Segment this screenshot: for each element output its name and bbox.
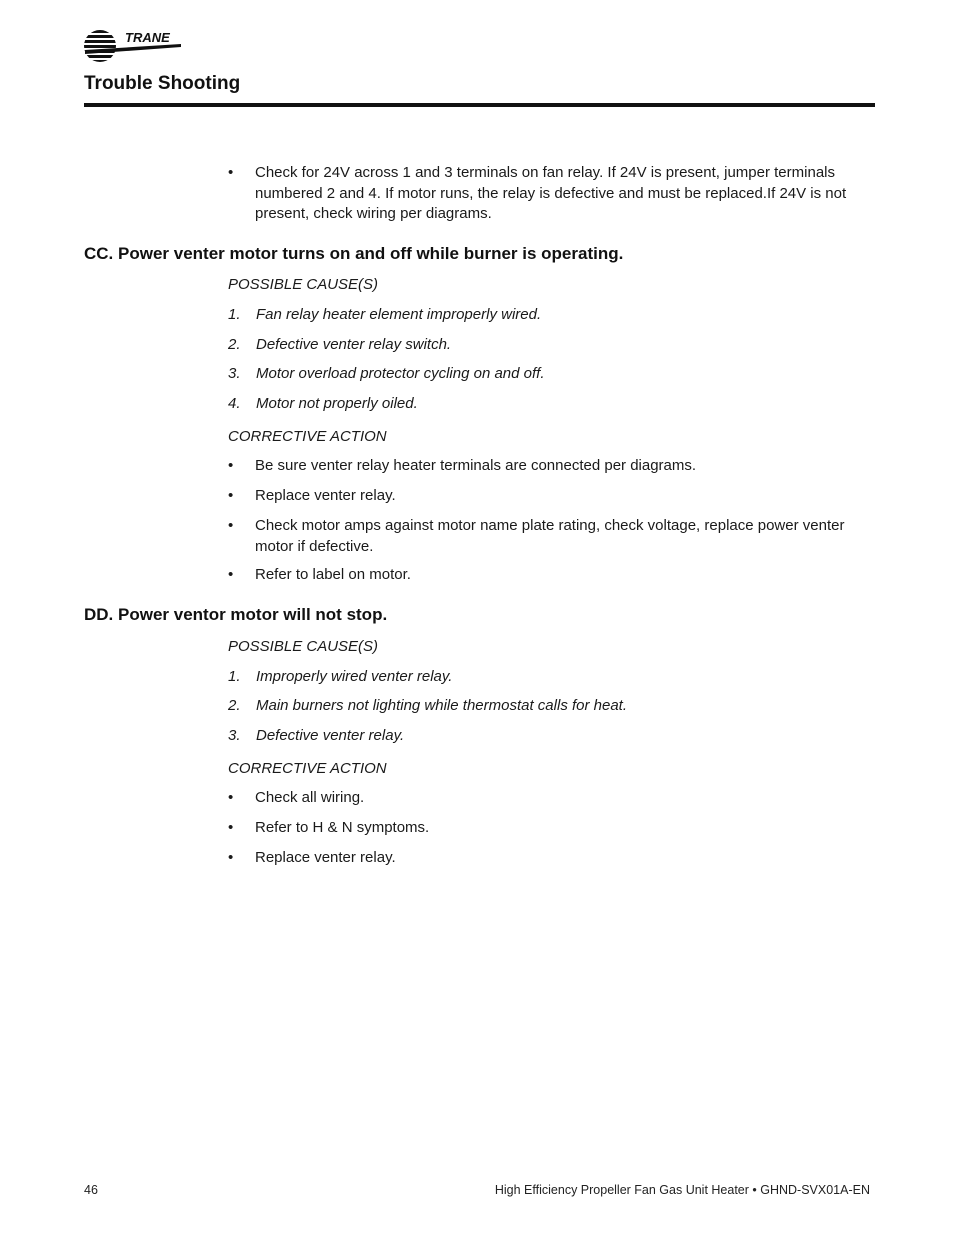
- action-text: Replace venter relay.: [255, 849, 396, 866]
- cause-number: 2.: [228, 697, 241, 714]
- page-number: 46: [84, 1183, 98, 1197]
- cause-text: Defective venter relay.: [256, 727, 405, 744]
- cause-number: 4.: [228, 395, 241, 412]
- header-rule: [84, 103, 875, 107]
- section-title: Trouble Shooting: [84, 73, 241, 94]
- cause-text: Main burners not lighting while thermostat calls for heat.: [256, 697, 628, 714]
- bullet-mark: •: [228, 457, 234, 474]
- action-text: Refer to H & N symptoms.: [255, 819, 430, 836]
- cause-number: 1.: [228, 306, 241, 323]
- action-text: Check all wiring.: [255, 789, 365, 806]
- action-text: Check motor amps against motor name plate rating, check voltage, replace power venter motor if defective.: [255, 517, 845, 555]
- section-heading-cc: CC. Power venter motor turns on and off while burner is operating.: [84, 244, 624, 263]
- cause-text: Motor overload protector cycling on and off.: [256, 365, 545, 382]
- bullet-mark: •: [228, 789, 234, 806]
- svg-text:TRANE: TRANE: [125, 30, 170, 45]
- cause-number: 1.: [228, 668, 241, 685]
- cause-text: Fan relay heater element improperly wired.: [256, 306, 542, 323]
- possible-causes-label: POSSIBLE CAUSE(S): [228, 638, 379, 655]
- section-heading-dd: DD. Power ventor motor will not stop.: [84, 605, 388, 624]
- action-text: Replace venter relay.: [255, 487, 396, 504]
- bullet-mark: •: [228, 487, 234, 504]
- bullet-mark: •: [228, 164, 234, 181]
- action-text: Be sure venter relay heater terminals are connected per diagrams.: [255, 457, 697, 474]
- possible-causes-label: POSSIBLE CAUSE(S): [228, 276, 379, 293]
- cause-number: 2.: [228, 336, 241, 353]
- bullet-mark: •: [228, 566, 234, 583]
- bullet-mark: •: [228, 517, 234, 534]
- corrective-action-label: CORRECTIVE ACTION: [228, 428, 387, 445]
- cause-number: 3.: [228, 365, 241, 382]
- cause-number: 3.: [228, 727, 241, 744]
- bullet-mark: •: [228, 849, 234, 866]
- cause-text: Motor not properly oiled.: [256, 395, 418, 412]
- trane-logo: [83, 28, 183, 64]
- bullet-text: Check for 24V across 1 and 3 terminals on fan relay. If 24V is present, jumper terminals numbered 2 and 4. If motor runs, the relay is defective and must be replaced.If 24V is not present, check wiring per diagrams.: [255, 164, 847, 222]
- cause-text: Improperly wired venter relay.: [256, 668, 453, 685]
- bullet-mark: •: [228, 819, 234, 836]
- cause-text: Defective venter relay switch.: [256, 336, 452, 353]
- footer-doc-title: High Efficiency Propeller Fan Gas Unit Heater • GHND-SVX01A-EN: [494, 1183, 870, 1197]
- corrective-action-label: CORRECTIVE ACTION: [228, 760, 387, 777]
- action-text: Refer to label on motor.: [255, 566, 411, 583]
